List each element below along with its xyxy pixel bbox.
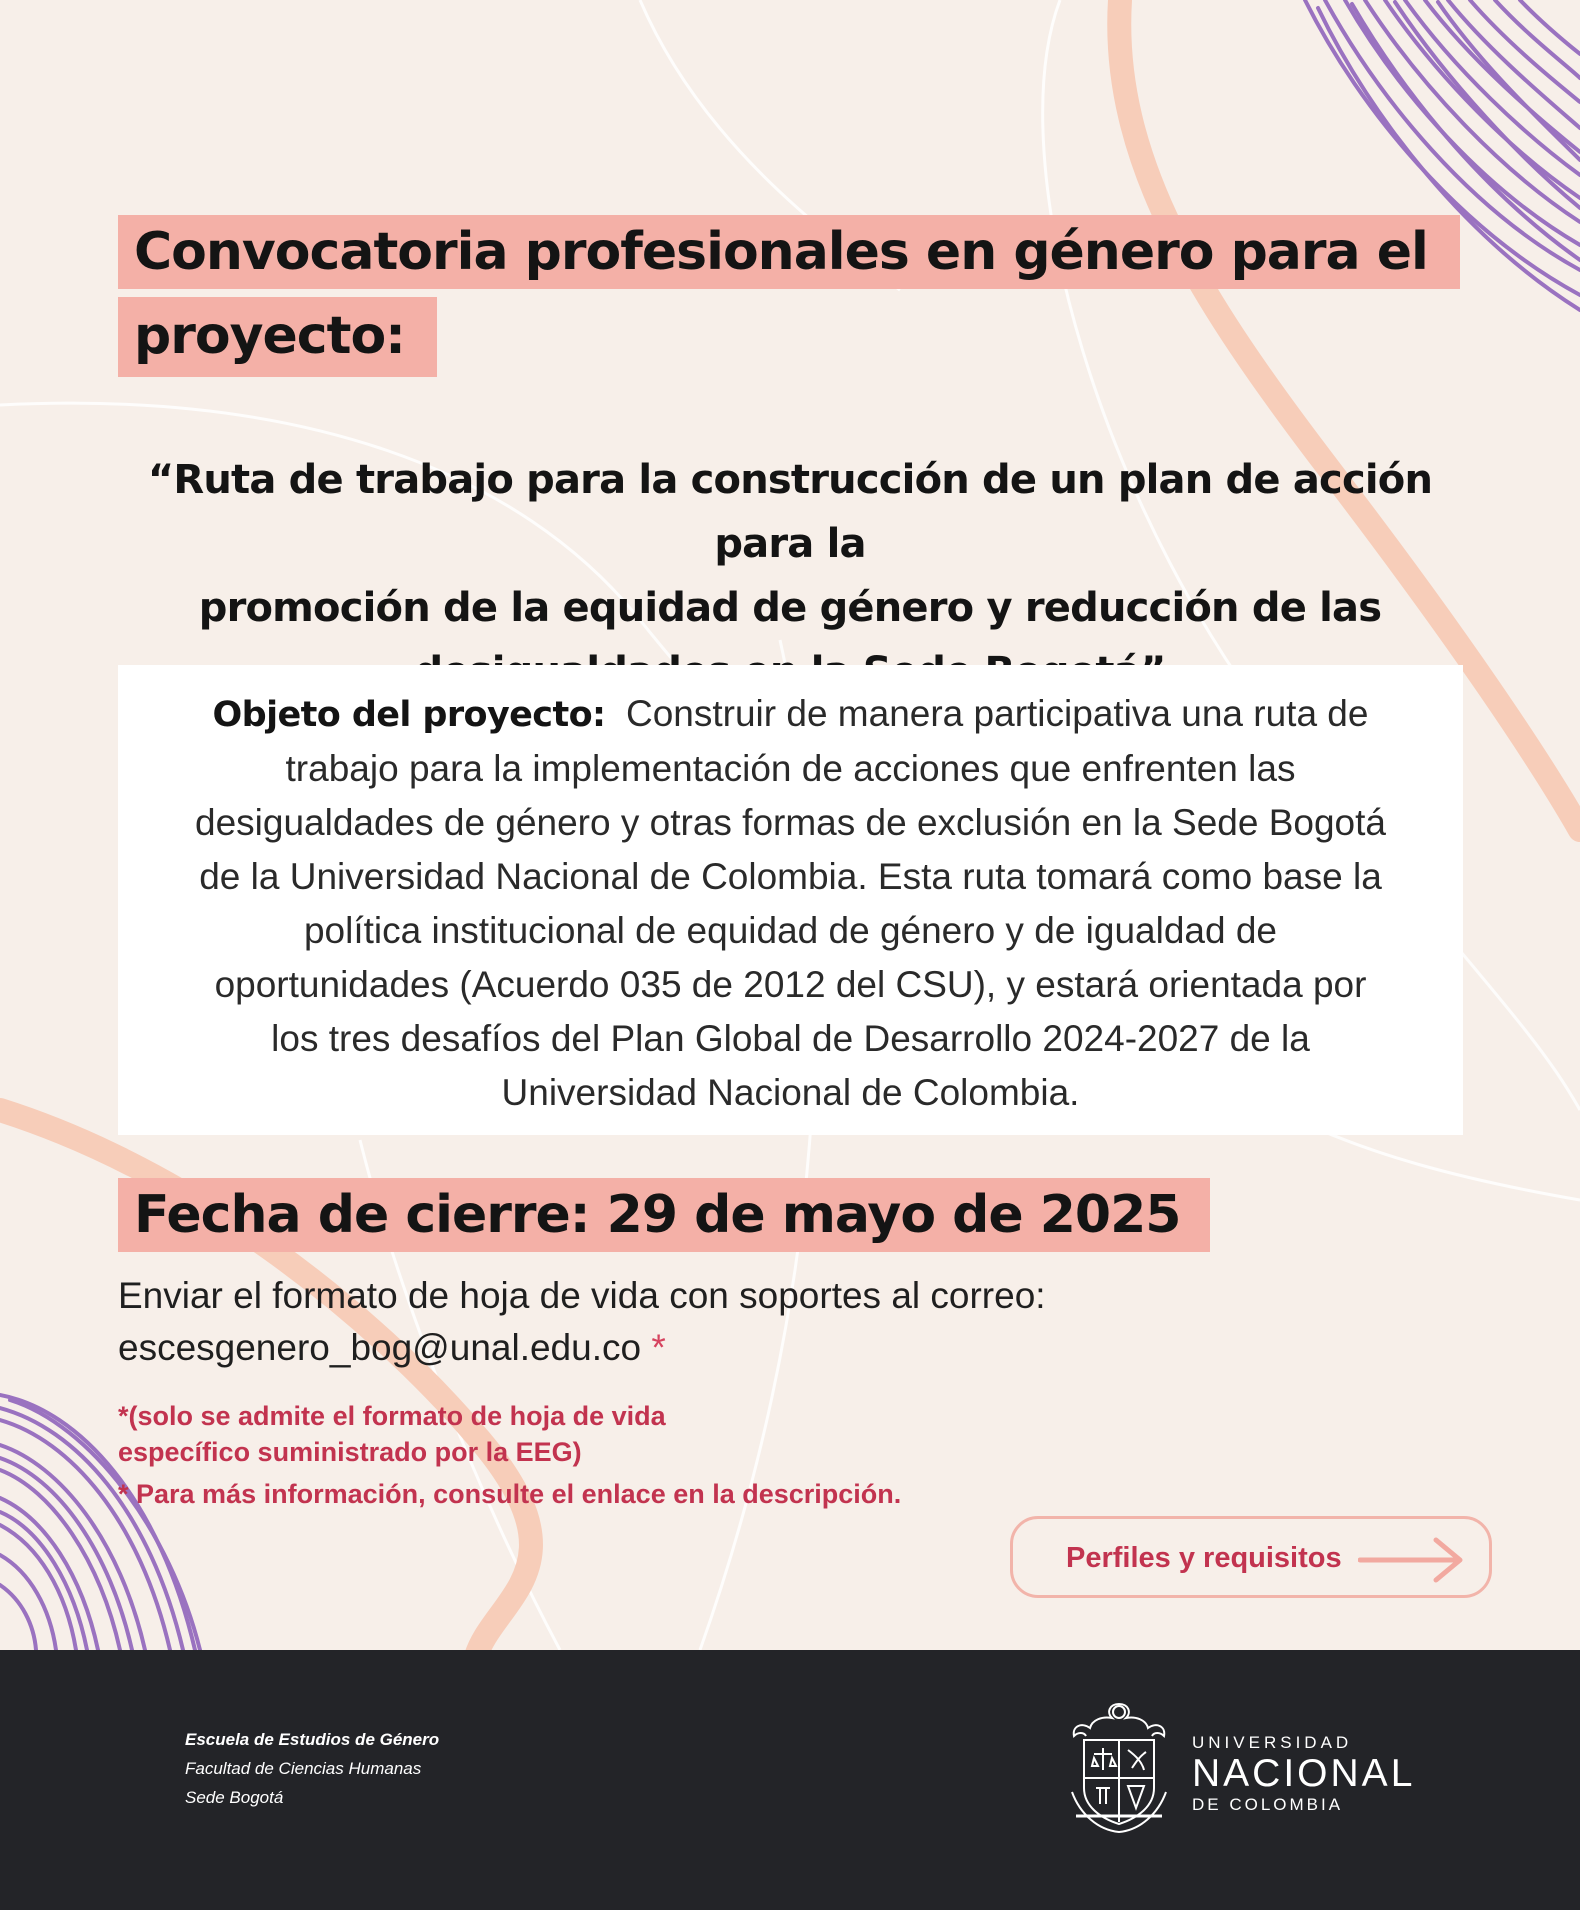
asterisk-mark: * xyxy=(651,1327,666,1368)
objective-line-7: los tres desafíos del Plan Global de Desarrollo 2024-2027 de la xyxy=(271,1018,1310,1059)
submission-email[interactable]: escesgenero_bog@unal.edu.co xyxy=(118,1327,642,1368)
title-line-1: Convocatoria profesionales en género para el xyxy=(118,215,1460,289)
objective-label: Objeto del proyecto: xyxy=(212,695,606,735)
title-line-2: proyecto: xyxy=(118,297,437,377)
objective-line-1: Construir de manera participativa una ruta de xyxy=(626,693,1369,734)
note-format-line-2: específico suministrado por la EEG) xyxy=(118,1437,582,1467)
note-more-info: * Para más información, consulte el enlace en la descripción. xyxy=(118,1479,902,1509)
university-line-2: NACIONAL xyxy=(1192,1752,1416,1795)
university-line-1: UNIVERSIDAD xyxy=(1192,1733,1353,1752)
project-objective-box xyxy=(118,665,1463,1135)
profiles-requirements-label: Perfiles y requisitos xyxy=(1066,1542,1342,1574)
campus-name: Sede Bogotá xyxy=(185,1788,284,1807)
closing-date: Fecha de cierre: 29 de mayo de 2025 xyxy=(118,1178,1210,1252)
school-name: Escuela de Estudios de Género xyxy=(185,1730,440,1749)
university-crest-icon xyxy=(1062,1696,1176,1836)
university-logo-text xyxy=(1192,1732,1415,1816)
objective-line-4: de la Universidad Nacional de Colombia. Esta ruta tomará como base la xyxy=(199,856,1382,897)
objective-line-5: política institucional de equidad de género y de igualdad de xyxy=(303,910,1277,951)
objective-line-3: desigualdades de género y otras formas de exclusión en la Sede Bogotá xyxy=(195,802,1386,843)
note-format-line-1: *(solo se admite el formato de hoja de vida xyxy=(118,1401,666,1431)
faculty-name: Facultad de Ciencias Humanas xyxy=(185,1759,422,1778)
footer-school-info xyxy=(185,1725,439,1812)
notes xyxy=(118,1398,901,1512)
project-title-line-2: promoción de la equidad de género y reducción de las xyxy=(198,585,1382,631)
submission-text: Enviar el formato de hoja de vida con soportes al correo: xyxy=(118,1275,1046,1316)
profiles-requirements-button[interactable] xyxy=(1010,1516,1492,1598)
arrow-right-icon xyxy=(1358,1535,1470,1585)
footer xyxy=(0,1650,1580,1910)
project-title-line-1: “Ruta de trabajo para la construcción de un plan de acción para la xyxy=(147,457,1433,567)
objective-line-2: trabajo para la implementación de acciones que enfrenten las xyxy=(285,748,1296,789)
submission-instructions xyxy=(118,1270,1046,1374)
objective-line-8: Universidad Nacional de Colombia. xyxy=(501,1072,1080,1113)
objective-line-6: oportunidades (Acuerdo 035 de 2012 del CSU), y estará orientada por xyxy=(214,964,1367,1005)
university-line-3: DE COLOMBIA xyxy=(1192,1795,1344,1814)
